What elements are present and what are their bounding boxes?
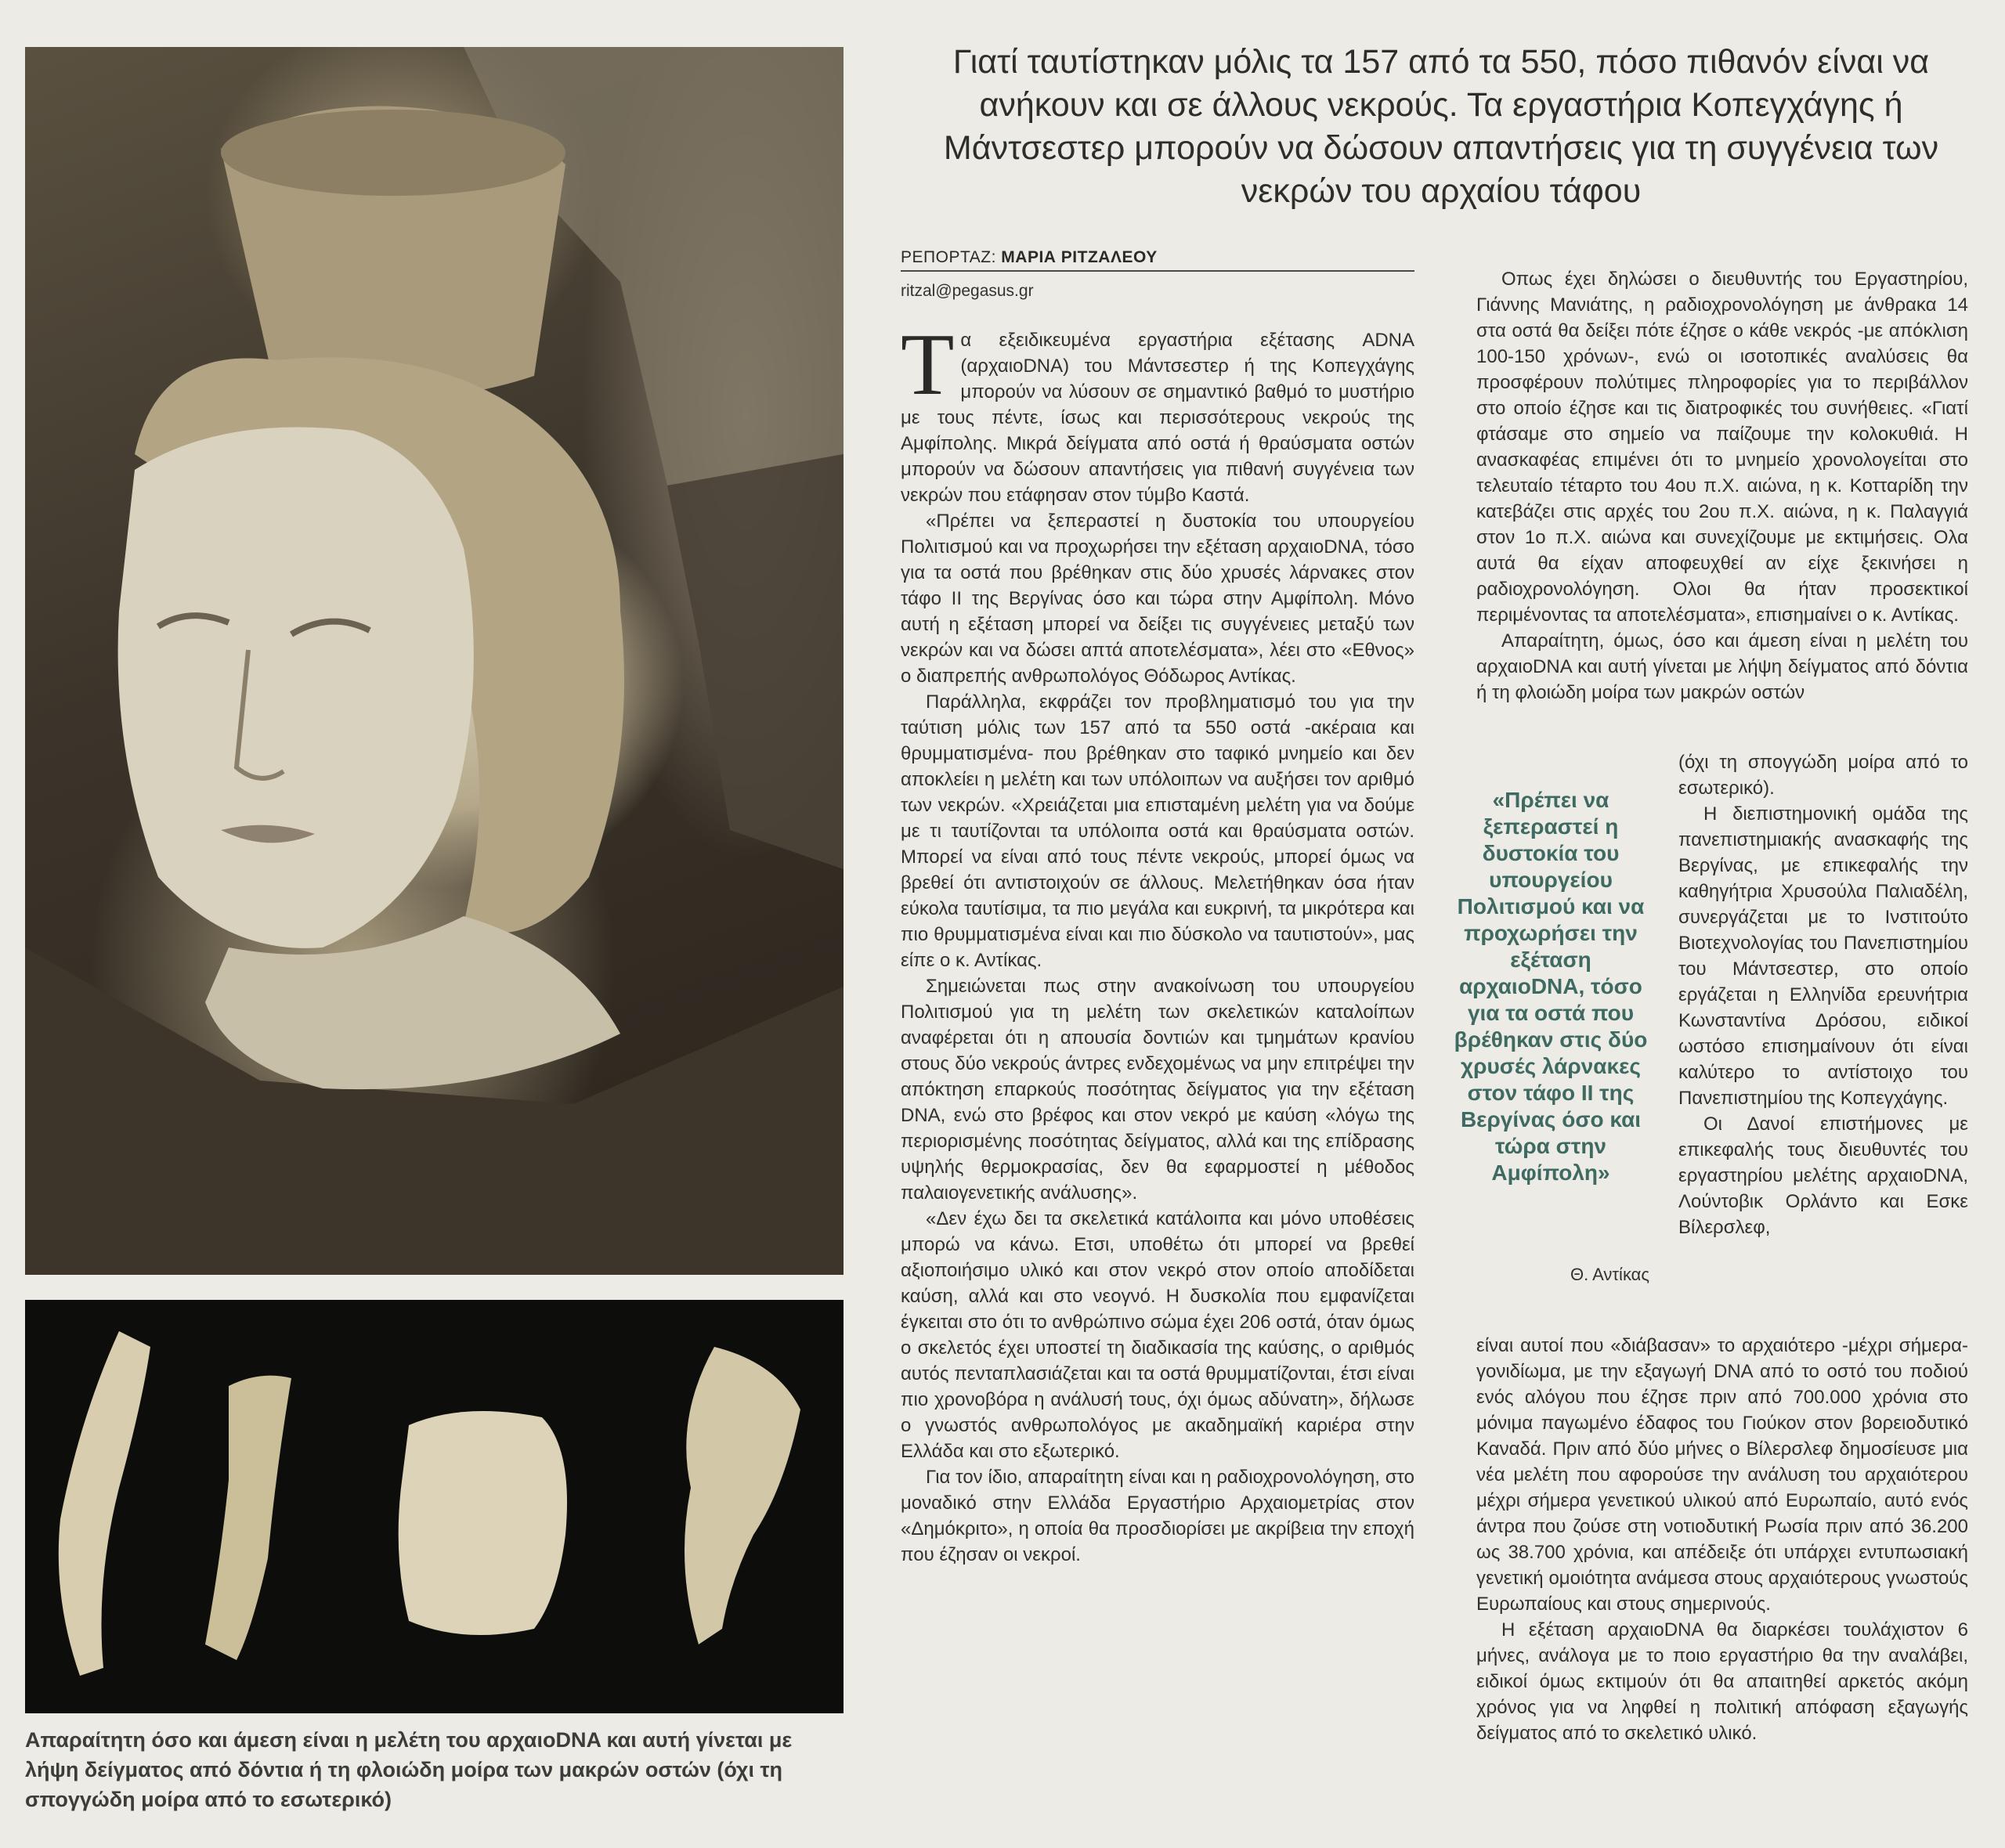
paragraph: Τα εξειδικευμένα εργαστήρια εξέτασης ADNA (αρχαιοDNA) του Μάντσεστερ ή της Κοπεγχάγης μπορούν να λύσουν σε σημαντικό βαθμό το μυστήριο με τους πέντε, ίσως και περισσότερους νεκρούς της Αμφίπολης. Μικρά δείγματα από οστά ή θραύσματα οστών μπορούν να δώσουν απαντήσεις για πιθανή συγγένεια των νεκρών που ετάφησαν στον τύμβο Καστά. bbox=[901, 316, 1414, 506]
byline-author: ΜΑΡΙΑ ΡΙΤΖΑΛΕΟΥ bbox=[1001, 248, 1158, 266]
article-column-1 bbox=[901, 316, 1414, 1568]
article-column-2 bbox=[1476, 266, 1968, 706]
paragraph: είναι αυτοί που «διάβασαν» το αρχαιότερο -μέχρι σήμερα- γονιδίωμα, με την εξαγωγή DNA από το οστό του ποδιού ενός αλόγου που έζησε πριν από 700.000 χρόνια στο μόνιμα παγωμένο έδαφος του Γιούκον στον βορειοδυτικό Καναδά. Πριν από δύο μήνες ο Βίλερσλεφ δημοσίευσε μια νέα μελέτη που αφορούσε την ανάλυση του αρχαιότερου μέχρι σήμερα γενετικού υλικού από Ευρωπαίο, αυτό ενός άντρα που ζούσε στη νοτιοδυτική Ρωσία πριν από 36.200 ως 38.700 χρόνια, και απέδειξε ότι υπάρχει εντυπωσιακή γενετική ομοιότητα ανάμεσα στους αρχαιότερους γνωστούς Ευρωπαίους και στους σημερινούς. bbox=[1476, 1335, 1968, 1615]
headline: Γιατί ταυτίστηκαν μόλις τα 157 από τα 550, πόσο πιθανόν είναι να ανήκουν και σε άλλους νεκρούς. Τα εργαστήρια Κοπεγχάγης ή Μάντσεστερ μπορούν να δώσουν απαντήσεις για τη συγγένεια των νεκρών του αρχαίου τάφου bbox=[943, 43, 1939, 210]
bone-fragments-photo bbox=[25, 1300, 844, 1713]
byline bbox=[901, 248, 1414, 272]
photo-caption: Απαραίτητη όσο και άμεση είναι η μελέτη του αρχαιοDNA και αυτή γίνεται με λήψη δείγματος από δόντια ή τη φλοιώδη μοίρα των μακρών οστών (όχι τη σπογγώδη μοίρα από το εσωτερικό) bbox=[25, 1728, 793, 1811]
paragraph: «Δεν έχω δει τα σκελετικά κατάλοιπα και μόνο υποθέσεις μπορώ να κάνω. Ετσι, υποθέτω ότι μπορεί να βρεθεί αξιοποιήσιμο υλικό και στον νεκρό στον οποίο αποδίδεται καύση, αλλά και στο νεογνό. Η δυσκολία που εμφανίζεται έγκειται στο ότι το ανθρώπινο σώμα έχει 206 οστά, όταν όμως ο σκελετός έχει υποστεί τη διαδικασία της καύσης, ο αριθμός αυτός πενταπλασιάζεται και τα οστά θρυμματίζονται, έτσι είναι πιο χρονοβόρα η ανάλυσή τους, όχι όμως αδύνατη», δήλωσε ο γνωστός ανθρωπολόγος με ακαδημαϊκή καριέρα στην Ελλάδα και στο εξωτερικό. bbox=[901, 1208, 1414, 1462]
article-column-2-narrow bbox=[1678, 749, 1968, 1240]
paragraph: (όχι τη σπογγώδη μοίρα από το εσωτερικό). bbox=[1678, 752, 1968, 799]
pull-quote-attribution: Θ. Αντίκας bbox=[1570, 1265, 1649, 1284]
paragraph: Οπως έχει δηλώσει ο διευθυντής του Εργαστηρίου, Γιάννης Μανιάτης, η ραδιοχρονολόγηση με άνθρακα 14 στα οστά θα δείξει πότε έζησε ο κάθε νεκρός -με απόκλιση 100-150 χρόνων-, ενώ οι ισοτοπικές αναλύσεις θα προσφέρουν πολύτιμες πληροφορίες για το περιβάλλον στο οποίο έζησε και τις διατροφικές του συνήθειες. «Γιατί φτάσαμε στο σημείο να παίζουμε την κολοκυθιά. Η ανασκαφέας επιμένει ότι το μνημείο χρονολογείται στο τελευταίο τέταρτο του 4ου π.Χ. αιώνα, η κ. Κοτταρίδη την κατεβάζει στις αρχές του 2ου π.Χ. αιώνα, η κ. Παλαγγιά στον 1ο π.Χ. αιώνα και συνεχίζουμε με εκτιμήσεις. Ολα αυτά θα είχαν αποφευχθεί αν είχε ξεκινήσει η ραδιοχρονολόγηση. Ολοι θα ήταν προσεκτικοί περιμένοντας τα αποτελέσματα», επισημαίνει ο κ. Αντίκας. bbox=[1476, 269, 1968, 626]
pull-quote: «Πρέπει να ξεπεραστεί η δυστοκία του υπουργείου Πολιτισμού και να προχωρήσει την εξέταση αρχαιοDNA, τόσο για τα οστά που βρέθηκαν στις δύο χρυσές λάρνακες στον τάφο ΙΙ της Βεργίνας όσο και τώρα στην Αμφίπολη» bbox=[1454, 788, 1648, 1185]
dropcap: Τ bbox=[901, 316, 955, 413]
paragraph: Για τον ίδιο, απαραίτητη είναι και η ραδιοχρονολόγηση, στο μοναδικό στην Ελλάδα Εργαστήριο Αρχαιομετρίας στον «Δημόκριτο», η οποία θα προσδιορίσει με ακρίβεια την εποχή που έζησαν οι νεκροί. bbox=[901, 1467, 1414, 1565]
paragraph: Η εξέταση αρχαιοDNA θα διαρκέσει τουλάχιστον 6 μήνες, ανάλογα με το ποιο εργαστήριο θα την αναλάβει, ειδικοί όμως εκτιμούν ότι θα απαιτηθεί αρκετός ακόμη χρόνος για να ληφθεί η πολιτική απόφαση εξαγωγής δείγματος από το σκελετικό υλικό. bbox=[1476, 1619, 1968, 1744]
paragraph: Η διεπιστημονική ομάδα της πανεπιστημιακής ανασκαφής της Βεργίνας, με επικεφαλής την καθηγήτρια Χρυσούλα Παλιαδέλη, συνεργάζεται με το Ινστιτούτο Βιοτεχνολογίας του Πανεπιστημίου του Μάντσεστερ, στο οποίο εργάζεται η Ελληνίδα ερευνήτρια Κωνσταντίνα Δρόσου, ειδικοί ωστόσο επισημαίνουν ότι είναι καλύτερο το αντίστοιχο του Πανεπιστημίου της Κοπεγχάγης. bbox=[1678, 803, 1968, 1109]
sphinx-head-photo bbox=[25, 47, 844, 1275]
byline-label: ΡΕΠΟΡΤΑΖ: bbox=[901, 248, 1002, 266]
paragraph: Οι Δανοί επιστήμονες με επικεφαλής τους διευθυντές του εργαστηρίου μελέτης αρχαιοDNA, Λούντοβικ Ορλάντο και Εσκε Βίλερσλεφ, bbox=[1678, 1113, 1968, 1238]
paragraph: Απαραίτητη, όμως, όσο και άμεση είναι η μελέτη του αρχαιοDNA και αυτή γίνεται με λήψη δείγματος από δόντια ή τη φλοιώδη μοίρα των μακρών οστών bbox=[1476, 630, 1968, 703]
paragraph: Παράλληλα, εκφράζει τον προβληματισμό του για την ταύτιση μόλις των 157 από τα 550 οστά -ακέραια και θρυμματισμένα- που βρέθηκαν στο ταφικό μνημείο και δεν αποκλείει η μελέτη και των υπόλοιπων να αυξήσει τον αριθμό των νεκρών. «Χρειάζεται μια επισταμένη μελέτη για να δούμε με τι ταυτίζονται τα υπόλοιπα οστά και θραύσματα οστών. Μπορεί να είναι από τους πέντε νεκρούς, μπορεί όμως να βρεθεί ότι αντιστοιχούν σε άλλους. Μελετήθηκαν όσα ήταν εύκολα ταυτίσιμα, τα πιο μεγάλα και ευκρινή, τα μικρότερα και πιο θρυμματισμένα είναι και πιο δύσκολο να ταυτιστούν», μας είπε ο κ. Αντίκας. bbox=[901, 691, 1414, 971]
paragraph: Σημειώνεται πως στην ανακοίνωση του υπουργείου Πολιτισμού για τη μελέτη των σκελετικών καταλοίπων αναφέρεται ότι η απουσία δοντιών και τμημάτων κρανίου στους δύο νεκρούς άντρες ενδεχομένως να μην επιτρέψει την απόκτηση επαρκούς ποσότητας δείγματος για την εξέταση DNA, ενώ στο βρέφος και στον νεκρό με καύση «λόγω της περιορισμένης ποσότητας δείγματος, αλλά και της επίδρασης υψηλής θερμοκρασίας, δεν θα εφαρμοστεί η μέθοδος παλαιογενετικής ανάλυσης». bbox=[901, 976, 1414, 1204]
author-email: ritzal@pegasus.gr bbox=[901, 282, 1034, 300]
article-column-2-lower bbox=[1476, 1333, 1968, 1746]
paragraph: «Πρέπει να ξεπεραστεί η δυστοκία του υπουργείου Πολιτισμού και να προχωρήσει την εξέταση αρχαιοDNA, τόσο για τα οστά που βρέθηκαν στις δύο χρυσές λάρνακες στον τάφο ΙΙ της Βεργίνας όσο και τώρα στην Αμφίπολη. Μόνο αυτή η εξέταση μπορεί να δείξει τις συγγένειες μεταξύ των νεκρών και να δώσει απτά αποτελέσματα», λέει στο «Εθνος» ο διαπρεπής ανθρωπολόγος Θόδωρος Αντίκας. bbox=[901, 511, 1414, 687]
